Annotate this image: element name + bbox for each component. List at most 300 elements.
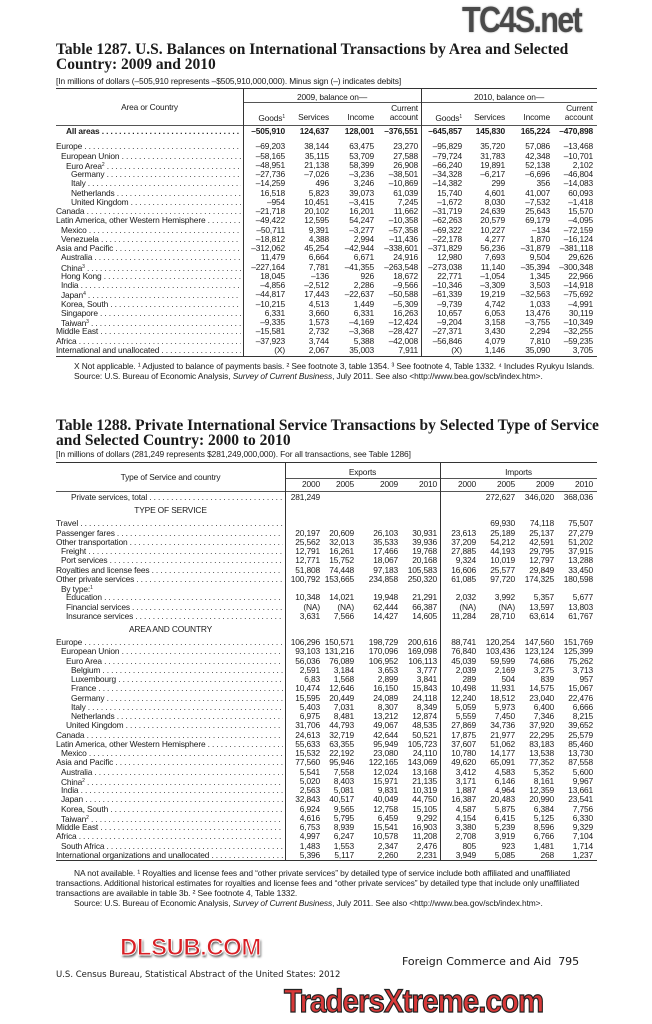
cell-value: 65,091 [490, 757, 515, 768]
table-1288-source: Source: U.S. Bureau of Economic Analysis, Survey of Current Business, July 2011. See also <http://www.bea.gov/scb/index.htm>. [74, 898, 543, 908]
table-row [56, 758, 597, 767]
cell-value: 25,577 [490, 564, 515, 575]
cell-value: 128,001 [344, 126, 374, 136]
cell-value: –14,918 [563, 280, 593, 290]
row-label-text: South Africa [61, 841, 105, 851]
cell-value: 54,212 [490, 536, 515, 547]
row-label [56, 538, 283, 547]
cell-value: 13,661 [568, 785, 593, 795]
cell-value: 6,330 [572, 812, 593, 823]
cell-value: 3,841 [416, 674, 437, 684]
cell-value: 12,646 [329, 683, 354, 694]
row-label [61, 152, 241, 161]
row-label [71, 189, 241, 198]
cell-value: 5,020 [299, 775, 320, 786]
row-label [56, 638, 283, 647]
cell-value: 100,792 [290, 573, 320, 584]
cell-value: 20,579 [480, 215, 505, 226]
cell-value: 22,476 [568, 692, 593, 703]
row-label [71, 675, 283, 684]
cell-value: –13,468 [563, 141, 593, 152]
cell-value: (NA) [337, 601, 354, 612]
footnote-marker: 1 [459, 114, 462, 120]
row-label-text: United Kingdom [66, 721, 124, 731]
row-label-text: Canada [56, 730, 85, 740]
cell-value: –134 [531, 224, 550, 235]
cell-value: –4,095 [568, 215, 593, 226]
cell-value: 6,664 [308, 252, 329, 263]
column-header: 2009 [379, 479, 398, 489]
table-row [56, 556, 597, 565]
cell-value: –31,879 [520, 243, 550, 253]
cell-value: 16,263 [393, 307, 418, 318]
cell-value: 66,387 [412, 601, 437, 612]
cell-value: 11,931 [490, 683, 515, 694]
cell-value: 356 [536, 178, 550, 189]
row-label [56, 244, 241, 253]
section-heading: TYPE OF SERVICE [134, 505, 207, 516]
cell-value: 93,103 [295, 646, 320, 657]
cell-value: 106,296 [290, 637, 320, 647]
cell-value: 125,399 [563, 646, 593, 657]
cell-value: 20,102 [304, 206, 329, 216]
cell-value: 165,224 [520, 126, 550, 136]
cell-value: 74,686 [529, 655, 554, 666]
column-header [435, 104, 462, 123]
tc4s-watermark-logo: TC4S.net [462, 0, 582, 40]
row-label [56, 337, 241, 346]
cell-value: 6,146 [494, 775, 515, 786]
cell-value: 1,714 [572, 840, 593, 851]
cell-value: –12,424 [388, 317, 418, 327]
column-header-label: Income [347, 112, 374, 122]
cell-value: 5,388 [353, 335, 374, 346]
cell-value: 63,475 [349, 141, 374, 152]
cell-value: 106,952 [368, 655, 398, 666]
cell-value: 13,168 [412, 766, 437, 777]
cell-value: 30,931 [412, 527, 437, 538]
cell-value: 21,138 [304, 159, 329, 170]
cell-value: –381,118 [559, 243, 593, 253]
cell-value: 6,415 [494, 812, 515, 823]
cell-value: –14,259 [255, 178, 285, 189]
cell-value: –3,309 [480, 280, 505, 290]
cell-value: (NA) [459, 601, 476, 612]
cell-value: 7,031 [333, 701, 354, 712]
cell-value: –95,829 [432, 141, 462, 152]
cell-value: 1,483 [299, 840, 320, 851]
cell-value: –6,217 [480, 169, 505, 179]
cell-value: 60,093 [568, 187, 593, 198]
cell-value: 15,105 [412, 803, 437, 814]
cell-value: 27,279 [568, 527, 593, 538]
cell-value: 37,607 [451, 738, 476, 749]
row-label-text: Education [66, 593, 102, 603]
cell-value: 18,512 [490, 692, 515, 703]
cell-value: 3,184 [333, 664, 354, 675]
cell-value: 2,260 [377, 849, 398, 860]
cell-value: 17,443 [304, 289, 329, 300]
cell-value: 37,209 [451, 536, 476, 547]
cell-value: 1,553 [333, 840, 354, 851]
cell-value: 5,352 [533, 766, 554, 777]
row-label-text: India [61, 786, 79, 795]
cell-value: 1,481 [533, 840, 554, 851]
cell-value: 77,560 [295, 757, 320, 768]
cell-value: –300,348 [559, 261, 593, 272]
cell-value: 5,085 [494, 849, 515, 860]
row-label-text: Latin America, other Western Hemisphere [56, 739, 206, 749]
cell-value: 150,571 [324, 637, 354, 647]
cell-value: 2,231 [416, 849, 437, 860]
cell-value: –9,739 [437, 298, 462, 309]
cell-value: 346,020 [524, 492, 554, 502]
row-label [56, 519, 283, 528]
cell-value: 51,062 [490, 738, 515, 749]
cell-value: 10,578 [373, 831, 398, 842]
header-bottom-rule [56, 491, 597, 492]
cell-value: 21,977 [490, 729, 515, 740]
row-label [56, 566, 283, 575]
row-label-text: Italy [71, 702, 86, 712]
row-label [56, 851, 283, 860]
cell-value: 19,768 [412, 546, 437, 556]
cell-value: –1,418 [568, 196, 593, 207]
group-header: Exports [348, 467, 377, 477]
row-label-text: Italy [71, 179, 86, 189]
cell-value: 5,117 [334, 849, 354, 860]
row-label [56, 740, 283, 749]
cell-value: 32,719 [329, 729, 354, 740]
table-row [56, 612, 597, 621]
row-label-text: Korea, South [61, 804, 109, 814]
cell-value: 10,474 [295, 683, 320, 694]
cell-value: 9,324 [455, 555, 476, 566]
row-label [61, 309, 241, 318]
cell-value: –61,339 [432, 289, 462, 300]
cell-value: –3,277 [349, 224, 374, 235]
row-label [56, 327, 241, 336]
cell-value: 1,237 [572, 849, 593, 860]
row-label [71, 666, 283, 675]
cell-value: –42,944 [344, 243, 374, 253]
cell-value: 56,236 [480, 243, 505, 253]
cell-value: –7,532 [525, 196, 550, 207]
column-header [258, 104, 285, 123]
cell-value: 20,197 [295, 527, 320, 538]
footnote-marker: 2 [86, 814, 89, 821]
cell-value: 281,249 [290, 492, 320, 502]
cell-value: 16,261 [329, 546, 354, 556]
cell-value: –46,804 [563, 169, 593, 179]
row-label [66, 127, 241, 136]
cell-value: –1,054 [480, 270, 505, 281]
table-bottom-rule [56, 860, 597, 861]
table-1287-title: Table 1287. U.S. Balances on International Transactions by Area and Selected Country: 2009 and 2010 [56, 41, 569, 73]
cell-value: 13,538 [529, 748, 554, 758]
column-header-line [435, 113, 462, 123]
cell-value: –34,328 [432, 169, 462, 179]
cell-value: 24,110 [412, 748, 437, 758]
cell-value: 3,949 [455, 849, 476, 860]
row-label [61, 556, 283, 565]
cell-value: 923 [501, 840, 515, 851]
group-header: 2009, balance on— [296, 92, 368, 102]
cell-value: 8,307 [377, 701, 398, 712]
cell-value: 6,384 [533, 803, 554, 814]
cell-value: 48,535 [412, 720, 437, 731]
cell-value: 20,990 [529, 794, 554, 805]
row-label [61, 805, 283, 814]
cell-value: 145,830 [475, 126, 505, 136]
cell-value: 19,219 [480, 289, 505, 300]
cell-value: 12,024 [373, 766, 398, 777]
cell-value: –470,898 [559, 126, 593, 136]
cell-value: 44,193 [490, 546, 515, 556]
row-label-text: Middle East [56, 823, 99, 832]
cell-value: 180,598 [563, 573, 593, 584]
table-row [56, 603, 597, 612]
cell-value: 1,345 [529, 270, 550, 281]
cell-value: 504 [501, 674, 515, 684]
cell-value: 95,946 [329, 757, 354, 768]
column-header-label: Income [523, 112, 550, 122]
row-label-text: Middle East [56, 327, 99, 337]
cell-value: 2,067 [308, 344, 329, 355]
cell-value: 10,019 [490, 555, 515, 566]
row-label [56, 832, 283, 841]
cell-value: 839 [540, 674, 554, 684]
cell-value: 26,103 [373, 527, 398, 538]
cell-value: 169,098 [407, 646, 437, 657]
cell-value: 15,541 [373, 822, 398, 832]
footnote-marker: 4 [83, 291, 86, 298]
row-label [61, 281, 241, 290]
cell-value: 8,403 [333, 775, 354, 786]
cell-value: 10,319 [412, 785, 437, 795]
cell-value: –32,563 [520, 289, 550, 300]
cell-value: 5,357 [533, 592, 554, 603]
row-label-text: Venezuela [61, 234, 99, 244]
cell-value: 7,104 [572, 831, 593, 842]
cell-value: 2,732 [308, 326, 329, 337]
cell-value: 4,583 [494, 766, 515, 777]
cell-value: 15,067 [568, 683, 593, 694]
cell-value: –14,382 [432, 178, 462, 189]
cell-value: 22,192 [329, 748, 354, 758]
cell-value: 35,115 [304, 150, 329, 161]
cell-value: 23,613 [451, 527, 476, 538]
cell-value: 37,920 [529, 720, 554, 731]
row-label [56, 346, 241, 355]
cell-value: 143,069 [407, 757, 437, 768]
cell-value: 15,532 [295, 748, 320, 758]
cell-value: 1,870 [529, 233, 550, 244]
cell-value: 14,427 [373, 610, 398, 621]
row-label-text: France [71, 684, 97, 694]
cell-value: –56,846 [432, 335, 462, 346]
cell-value: 268 [540, 849, 554, 860]
cell-value: 2,294 [529, 326, 550, 337]
cell-value: 14,575 [529, 683, 554, 694]
cell-value: –227,164 [251, 261, 285, 272]
row-label-text: Asia and Pacific [56, 244, 114, 253]
cell-value: 1,033 [529, 298, 550, 309]
cell-value: 29,849 [529, 564, 554, 575]
cell-value: 12,595 [304, 215, 329, 226]
row-label [66, 721, 283, 730]
cell-value: 123,124 [524, 646, 554, 657]
cell-value: 22,771 [437, 270, 462, 281]
cell-value: 4,964 [494, 785, 515, 795]
column-header-line [474, 113, 505, 122]
cell-value: 805 [462, 840, 476, 851]
cell-value: –4,856 [260, 280, 285, 290]
cell-value: 299 [491, 178, 505, 189]
cell-value: 3,503 [529, 280, 550, 290]
cell-value: –4,169 [349, 317, 374, 327]
cell-value: –69,322 [432, 224, 462, 235]
cell-value: 77,352 [529, 757, 554, 768]
footnote-marker: 1 [90, 585, 93, 591]
cell-value: –11,436 [389, 233, 418, 244]
column-header-line: Current [566, 103, 593, 113]
cell-value: 87,558 [568, 757, 593, 768]
row-label-text: Japan [61, 795, 84, 805]
cell-value: 7,558 [333, 766, 354, 777]
cell-value: 75,507 [568, 518, 593, 529]
row-label [66, 593, 283, 602]
column-header-label: Goods [258, 113, 283, 123]
cell-value: 5,396 [299, 849, 320, 860]
cell-value: 13,803 [568, 601, 593, 612]
cell-value: 74,118 [529, 518, 554, 529]
row-label-text: Netherlands [71, 712, 115, 721]
cell-value: 3,380 [455, 822, 476, 832]
column-header [298, 104, 329, 122]
cell-value: 51,202 [568, 536, 593, 547]
cell-value: 28,710 [490, 610, 515, 621]
cell-value: 6,331 [353, 307, 374, 318]
cell-value: –505,910 [251, 126, 285, 136]
cell-value: 8,596 [533, 822, 554, 832]
cell-value: –57,358 [388, 224, 418, 235]
row-label [56, 758, 283, 767]
row-label [66, 657, 283, 666]
cell-value: 15,843 [412, 683, 437, 694]
cell-value: 32,013 [329, 536, 354, 547]
cell-value: 39,936 [412, 536, 437, 547]
table-row [56, 666, 597, 675]
cell-value: 26,908 [393, 159, 418, 170]
cell-value: –35,394 [520, 261, 550, 272]
cell-value: 24,639 [480, 206, 505, 216]
row-label-text: Belgium [71, 665, 101, 675]
cell-value: 13,597 [529, 601, 554, 612]
row-label-text: Insurance services [66, 611, 134, 621]
cell-value: 13,212 [373, 711, 398, 721]
cell-value: 50,521 [412, 729, 437, 740]
cell-value: –58,165 [255, 150, 285, 161]
cell-value: 5,795 [333, 812, 354, 823]
cell-value: 18,672 [393, 270, 418, 281]
cell-value: 51,808 [295, 564, 320, 575]
cell-value: 12,874 [412, 711, 437, 721]
cell-value: 23,080 [373, 748, 398, 758]
table-row [56, 538, 597, 547]
cell-value: –9,335 [260, 317, 285, 327]
row-label-text: Euro Area [66, 656, 102, 666]
cell-value: 83,183 [529, 738, 554, 749]
cell-value: –273,038 [428, 261, 462, 272]
cell-value: 5,559 [455, 711, 476, 721]
table-row [56, 832, 597, 841]
cell-value: 29,795 [529, 546, 554, 556]
cell-value: 4,079 [484, 335, 505, 346]
cell-value: 44,793 [329, 720, 354, 731]
cell-value: –1,672 [437, 196, 462, 207]
cell-value: 12,359 [529, 785, 554, 795]
row-label-text: Mexico [61, 225, 87, 235]
row-label-text: Taiwan [61, 318, 87, 328]
cell-value: –41,355 [344, 261, 374, 272]
row-label [61, 768, 283, 777]
cell-value: 1,573 [308, 317, 329, 327]
cell-value: 11,479 [260, 252, 285, 263]
cell-value: –3,236 [349, 169, 374, 179]
cell-value: 3,992 [494, 592, 515, 603]
cell-value: 926 [360, 270, 374, 281]
table-1288-footnote: NA not available. ¹ Royalties and license fees and “other private services” by detailed type of service include both affiliated and unaffiliated transactions. Additional historical estimates for royalties and license fees and “other private services” by detailed type that include only unaffiliated transactions are available in table 3b. ² See footnote 4, Table 1332. [56, 868, 580, 898]
cell-value: 496 [315, 178, 329, 189]
cell-value: 2,899 [377, 674, 398, 684]
cell-value: 35,090 [525, 344, 550, 355]
cell-value: 1,568 [333, 674, 354, 684]
stub-header: Type of Service and country [120, 472, 221, 482]
cell-value: 8,939 [333, 822, 354, 832]
cell-value: 97,183 [373, 564, 398, 575]
cell-value: –75,692 [563, 289, 593, 300]
column-header: 2009 [535, 479, 554, 489]
cell-value: 3,275 [533, 664, 554, 675]
cell-value: 2,708 [455, 831, 476, 842]
column-header-line: Current [391, 103, 418, 113]
cell-value: 12,797 [529, 555, 554, 566]
cell-value: 1,146 [484, 344, 505, 355]
cell-value: 17,466 [373, 546, 398, 556]
column-header [474, 104, 505, 122]
cell-value: 2,347 [377, 840, 398, 851]
row-label-text: Private services, total [71, 493, 148, 502]
cell-value: –338,601 [384, 243, 418, 253]
cell-value: 49,067 [373, 720, 398, 731]
cell-value: –371,829 [428, 243, 462, 253]
cell-value: 3,246 [353, 178, 374, 189]
table-row [56, 694, 597, 703]
cell-value: 16,606 [451, 564, 476, 575]
column-header: 2005 [496, 479, 515, 489]
cell-value: 5,081 [333, 785, 354, 795]
cell-value: –10,358 [388, 215, 418, 226]
row-label [61, 272, 241, 281]
column-header [565, 104, 593, 122]
cell-value: 5,541 [299, 766, 320, 777]
cell-value: 7,781 [308, 261, 329, 272]
table-row [56, 814, 597, 823]
stub-header: Area or Country [121, 102, 178, 112]
cell-value: 6,459 [377, 812, 398, 823]
cell-value: 69,179 [525, 215, 550, 226]
